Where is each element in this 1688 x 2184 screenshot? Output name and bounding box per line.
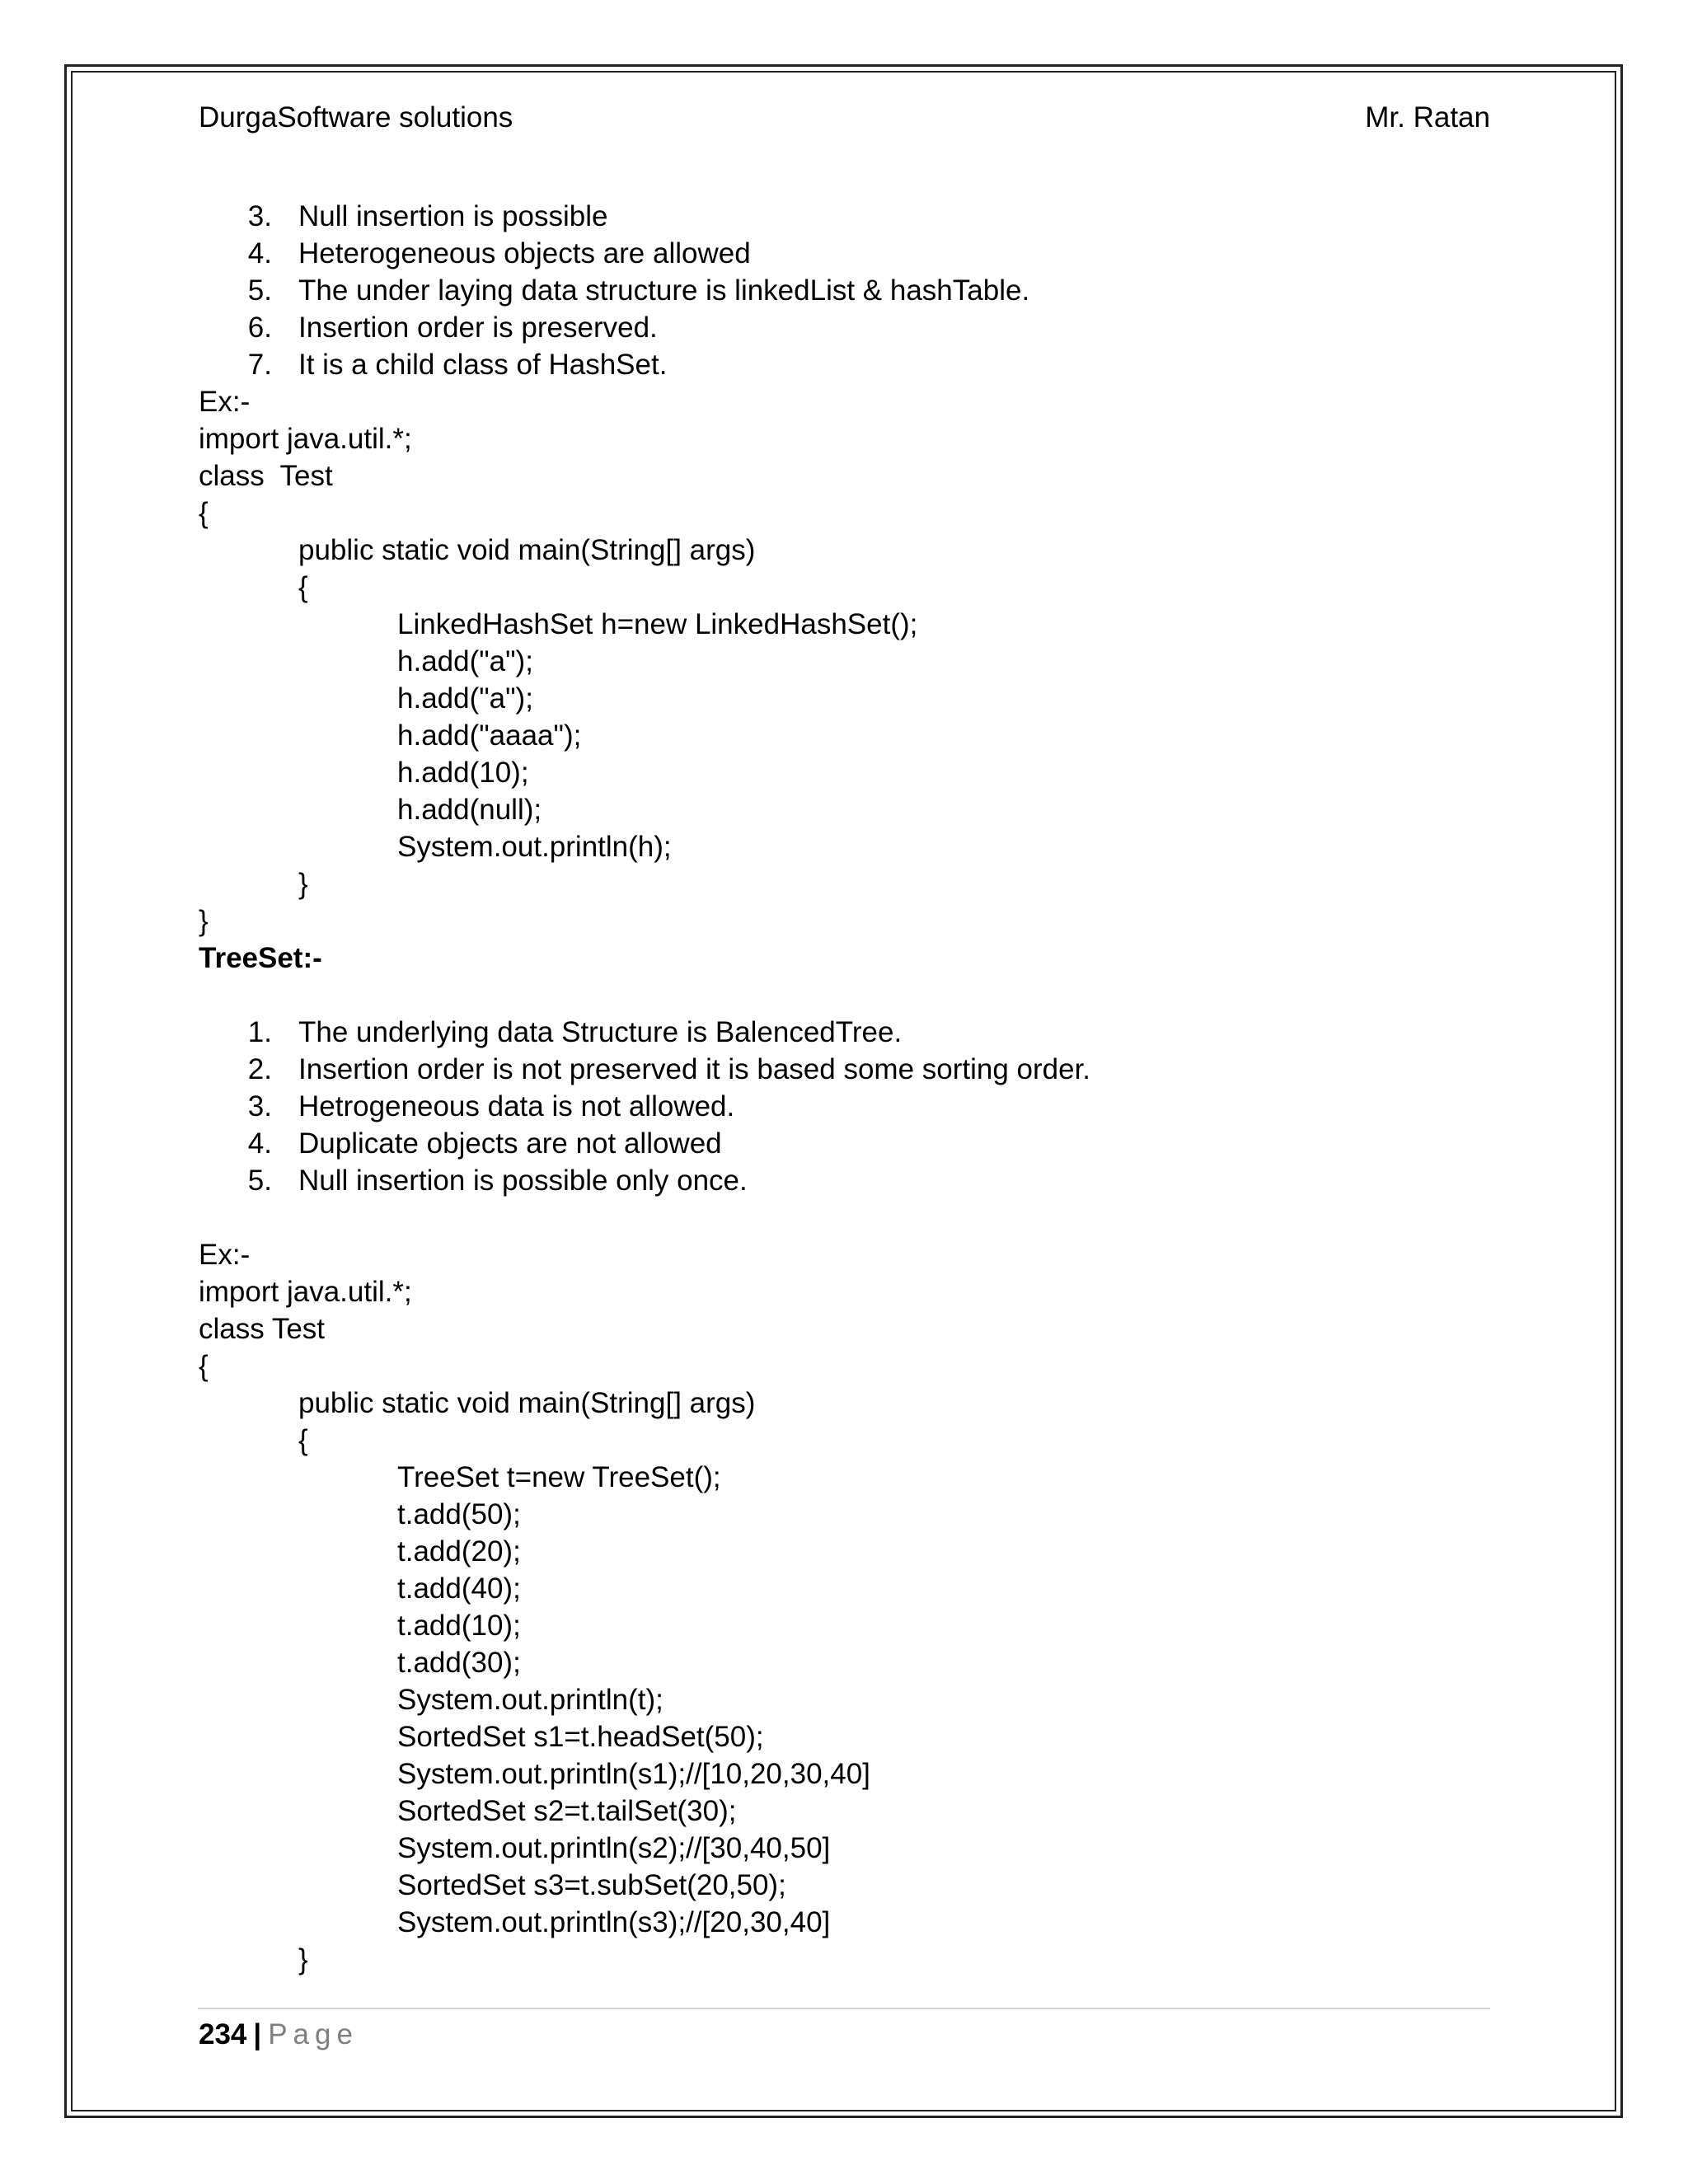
list1-item: The under laying data structure is linkedList & hashTable.: [298, 274, 1030, 307]
list2-number: 4.: [247, 1127, 272, 1160]
list2-item: The underlying data Structure is BalencedTree.: [298, 1016, 903, 1048]
code-line: System.out.println(s2);//[30,40,50]: [397, 1832, 831, 1864]
list2-item: Insertion order is not preserved it is based some sorting order.: [298, 1053, 1091, 1085]
code-line: TreeSet t=new TreeSet();: [397, 1461, 721, 1493]
code-line: public static void main(String[] args): [298, 534, 756, 566]
code-line: System.out.println(h);: [397, 831, 672, 863]
code-line: public static void main(String[] args): [298, 1387, 756, 1419]
list1-number: 6.: [247, 312, 272, 344]
code-line: {: [199, 1350, 209, 1382]
code-line: t.add(30);: [397, 1647, 521, 1679]
list2-item: Duplicate objects are not allowed: [298, 1127, 722, 1160]
list2-number: 2.: [247, 1053, 272, 1085]
code-line: h.add(null);: [397, 794, 542, 826]
section-title: TreeSet:-: [199, 942, 322, 974]
header-right: Mr. Ratan: [1365, 101, 1490, 134]
code-line: {: [199, 497, 209, 529]
code-line: }: [298, 868, 308, 900]
header-left: DurgaSoftware solutions: [199, 101, 513, 134]
list1-item: Null insertion is possible: [298, 200, 608, 232]
code-line: System.out.println(s3);//[20,30,40]: [397, 1906, 831, 1938]
code-line: SortedSet s1=t.headSet(50);: [397, 1721, 764, 1753]
list1-item: Heterogeneous objects are allowed: [298, 237, 751, 269]
code-line: t.add(10);: [397, 1610, 521, 1642]
code-line: import java.util.*;: [199, 423, 412, 455]
code-line: }: [298, 1943, 308, 1975]
list1-number: 3.: [247, 200, 272, 232]
list2-item: Null insertion is possible only once.: [298, 1165, 748, 1197]
footer-separator: |: [253, 2018, 262, 2050]
code-line: h.add("a");: [397, 645, 533, 677]
code-line: Ex:-: [199, 386, 251, 418]
code-line: t.add(40);: [397, 1572, 521, 1605]
code-line: SortedSet s2=t.tailSet(30);: [397, 1795, 737, 1827]
code-line: h.add("aaaa");: [397, 719, 582, 752]
list1-item: It is a child class of HashSet.: [298, 349, 668, 381]
code-line: {: [298, 571, 308, 603]
code-line: }: [199, 905, 209, 937]
page-footer: [199, 2016, 359, 2053]
list1-number: 7.: [247, 349, 272, 381]
page-number: 234: [199, 2018, 247, 2050]
code-line: import java.util.*;: [199, 1276, 412, 1308]
list1-number: 5.: [247, 274, 272, 307]
list1-number: 4.: [247, 237, 272, 269]
code-line: class Test: [199, 1313, 326, 1345]
list2-number: 3.: [247, 1090, 272, 1122]
page-label: Page: [268, 2018, 359, 2050]
list2-number: 1.: [247, 1016, 272, 1048]
list2-item: Hetrogeneous data is not allowed.: [298, 1090, 735, 1122]
list2-number: 5.: [247, 1165, 272, 1197]
list1-item: Insertion order is preserved.: [298, 312, 658, 344]
footer-rule: [198, 2008, 1490, 2009]
code-line: class Test: [199, 460, 333, 492]
code-line: t.add(20);: [397, 1535, 521, 1568]
code-line: SortedSet s3=t.subSet(20,50);: [397, 1869, 786, 1901]
code-line: Ex:-: [199, 1239, 251, 1271]
code-line: h.add(10);: [397, 757, 529, 789]
code-line: System.out.println(t);: [397, 1684, 663, 1716]
code-line: {: [298, 1424, 308, 1456]
code-line: System.out.println(s1);//[10,20,30,40]: [397, 1758, 870, 1790]
code-line: h.add("a");: [397, 682, 533, 715]
code-line: t.add(50);: [397, 1498, 521, 1530]
code-line: LinkedHashSet h=new LinkedHashSet();: [397, 608, 918, 640]
